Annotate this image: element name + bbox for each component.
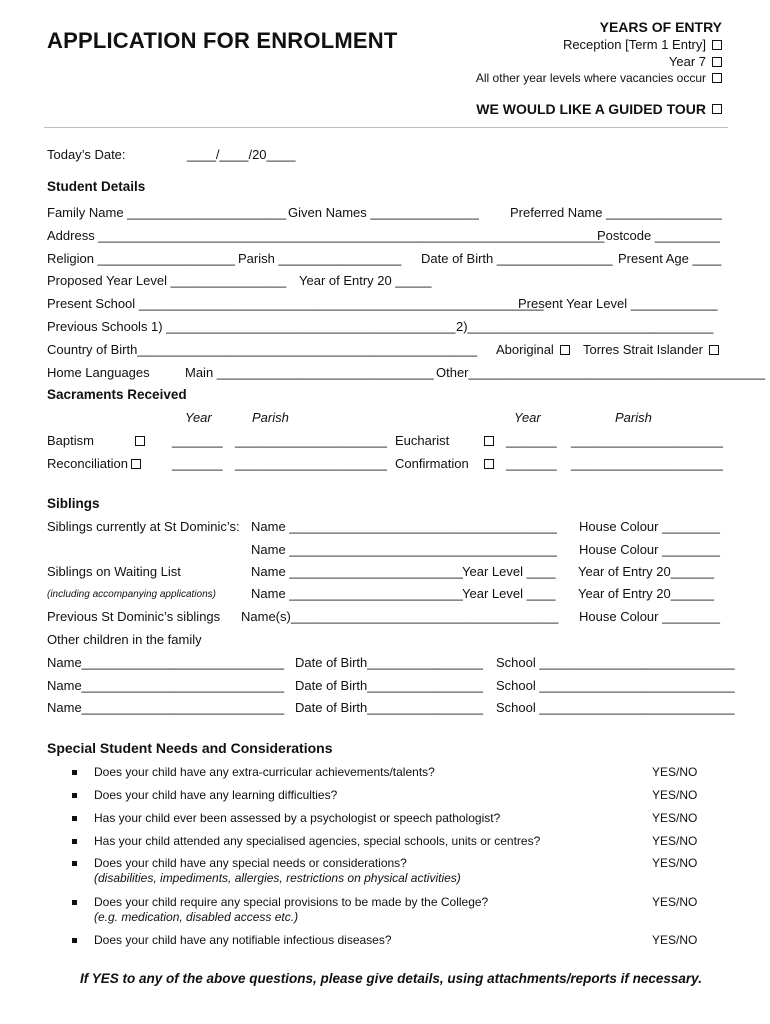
siblings-waiting-label: Siblings on Waiting List — [47, 564, 181, 579]
confirmation-checkbox-wrap[interactable] — [478, 456, 494, 471]
aboriginal-option[interactable] — [496, 342, 570, 357]
reconciliation-year-field[interactable]: _______ — [172, 456, 223, 471]
sibling-waiting-name-1[interactable]: Name ________________________ — [251, 564, 463, 579]
col-parish-left: Parish — [252, 410, 289, 425]
other-language-field[interactable]: Other_________________________________________ — [436, 365, 765, 380]
siblings-heading: Siblings — [47, 496, 100, 511]
yesno-3[interactable]: YES/NO — [652, 811, 698, 825]
sibling-house-colour-1[interactable]: House Colour ________ — [579, 519, 720, 534]
sibling-house-colour-2[interactable]: House Colour ________ — [579, 542, 720, 557]
yesno-2[interactable]: YES/NO — [652, 788, 698, 802]
col-parish-right: Parish — [615, 410, 652, 425]
question-7: Does your child have any notifiable infectious diseases? — [94, 933, 392, 947]
sibling-year-entry-1[interactable]: Year of Entry 20______ — [578, 564, 715, 579]
years-of-entry-heading: YEARS OF ENTRY — [599, 19, 722, 35]
baptism-checkbox[interactable] — [135, 436, 145, 446]
year-of-entry-field[interactable]: Year of Entry 20 _____ — [299, 273, 432, 288]
previous-siblings-house[interactable]: House Colour ________ — [579, 609, 720, 624]
sibling-current-name-2[interactable]: Name _____________________________________ — [251, 542, 557, 557]
eucharist-year-field[interactable]: _______ — [506, 433, 557, 448]
yesno-6[interactable]: YES/NO — [652, 895, 698, 909]
bullet-icon — [72, 770, 77, 775]
sibling-year-level-1[interactable]: Year Level ____ — [462, 564, 556, 579]
child-school-1[interactable]: School ___________________________ — [496, 655, 735, 670]
other-years-option[interactable] — [476, 71, 722, 85]
reception-option[interactable] — [563, 37, 722, 52]
country-of-birth-field[interactable]: Country of Birth_______________________________________________ — [47, 342, 478, 357]
todays-date-label: Today’s Date: — [47, 147, 126, 162]
sibling-current-name-1[interactable]: Name _____________________________________ — [251, 519, 557, 534]
previous-schools-field[interactable]: Previous Schools 1) ________________________________________ — [47, 319, 456, 334]
question-6-note: (e.g. medication, disabled access etc.) — [94, 910, 299, 924]
confirmation-label: Confirmation — [395, 456, 469, 471]
previous-siblings-names[interactable]: Name(s)_____________________________________ — [241, 609, 559, 624]
question-4: Has your child attended any specialised agencies, special schools, units or centres? — [94, 834, 541, 848]
student-details-heading: Student Details — [47, 179, 146, 194]
child-name-3[interactable]: Name____________________________ — [47, 700, 285, 715]
bullet-icon — [72, 861, 77, 866]
present-age-field[interactable]: Present Age ____ — [618, 251, 722, 266]
bullet-icon — [72, 793, 77, 798]
question-5: Does your child have any special needs or considerations? — [94, 856, 407, 870]
address-field[interactable]: Address ______________________________________________________________________ — [47, 228, 605, 243]
aboriginal-checkbox[interactable] — [560, 345, 570, 355]
guided-tour-checkbox[interactable] — [712, 104, 722, 114]
other-years-label: All other year levels where vacancies occur — [475, 71, 706, 85]
special-needs-footer: If YES to any of the above questions, please give details, using attachments/reports if necessary. — [80, 971, 702, 986]
reception-checkbox[interactable] — [712, 40, 722, 50]
child-name-2[interactable]: Name____________________________ — [47, 678, 285, 693]
baptism-year-field[interactable]: _______ — [172, 433, 223, 448]
year7-option[interactable] — [669, 54, 722, 69]
eucharist-parish-field[interactable]: _____________________ — [571, 433, 723, 448]
reconciliation-parish-field[interactable]: _____________________ — [235, 456, 387, 471]
present-year-level-field[interactable]: Present Year Level ____________ — [518, 296, 718, 311]
reception-label: Reception [Term 1 Entry] — [562, 37, 706, 52]
previous-siblings-label: Previous St Dominic’s siblings — [47, 609, 221, 624]
sacraments-heading: Sacraments Received — [47, 387, 187, 402]
yesno-4[interactable]: YES/NO — [652, 834, 698, 848]
col-year-left: Year — [185, 410, 212, 425]
child-dob-1[interactable]: Date of Birth________________ — [295, 655, 483, 670]
present-school-field[interactable]: Present School ________________________________________________________ — [47, 296, 544, 311]
header-divider — [44, 127, 728, 128]
child-name-1[interactable]: Name____________________________ — [47, 655, 285, 670]
given-names-field[interactable]: Given Names _______________ — [288, 205, 479, 220]
yesno-7[interactable]: YES/NO — [652, 933, 698, 947]
child-school-2[interactable]: School ___________________________ — [496, 678, 735, 693]
todays-date-field[interactable]: ____/____/20____ — [187, 147, 296, 162]
baptism-checkbox-wrap[interactable] — [129, 433, 145, 448]
other-children-label: Other children in the family — [47, 632, 202, 647]
sibling-waiting-name-2[interactable]: Name ________________________ — [251, 586, 463, 601]
confirmation-parish-field[interactable]: _____________________ — [571, 456, 723, 471]
reconciliation-option[interactable] — [47, 456, 141, 471]
preferred-name-field[interactable]: Preferred Name ________________ — [510, 205, 722, 220]
sibling-year-level-2[interactable]: Year Level ____ — [462, 586, 556, 601]
reconciliation-checkbox[interactable] — [131, 459, 141, 469]
confirmation-checkbox[interactable] — [484, 459, 494, 469]
child-dob-2[interactable]: Date of Birth________________ — [295, 678, 483, 693]
home-languages-label: Home Languages — [47, 365, 150, 380]
eucharist-checkbox[interactable] — [484, 436, 494, 446]
child-dob-3[interactable]: Date of Birth________________ — [295, 700, 483, 715]
main-language-field[interactable]: Main ______________________________ — [185, 365, 434, 380]
question-1: Does your child have any extra-curricular achievements/talents? — [94, 765, 435, 779]
bullet-icon — [72, 900, 77, 905]
special-needs-heading: Special Student Needs and Considerations — [47, 740, 333, 756]
religion-field[interactable]: Religion ___________________ — [47, 251, 235, 266]
eucharist-label: Eucharist — [395, 433, 450, 448]
siblings-current-label: Siblings currently at St Dominic’s: — [47, 519, 240, 534]
sibling-year-entry-2[interactable]: Year of Entry 20______ — [578, 586, 715, 601]
bullet-icon — [72, 938, 77, 943]
parish-field[interactable]: Parish _________________ — [238, 251, 402, 266]
reconciliation-label: Reconciliation — [47, 456, 128, 471]
date-of-birth-field[interactable]: Date of Birth ________________ — [421, 251, 613, 266]
previous-schools-2-field[interactable]: 2)__________________________________ — [456, 319, 714, 334]
torres-option[interactable] — [583, 342, 719, 357]
question-3: Has your child ever been assessed by a psychologist or speech pathologist? — [94, 811, 501, 825]
family-name-field[interactable]: Family Name ______________________ — [47, 205, 287, 220]
baptism-label: Baptism — [47, 433, 94, 448]
question-6: Does your child require any special provisions to be made by the College? — [94, 895, 489, 909]
bullet-icon — [72, 816, 77, 821]
confirmation-year-field[interactable]: _______ — [506, 456, 557, 471]
col-year-right: Year — [514, 410, 541, 425]
question-2: Does your child have any learning difficulties? — [94, 788, 338, 802]
baptism-parish-field[interactable]: _____________________ — [235, 433, 387, 448]
yesno-5[interactable]: YES/NO — [652, 856, 698, 870]
bullet-icon — [72, 839, 77, 844]
siblings-waiting-note: (including accompanying applications) — [47, 589, 216, 600]
year7-label: Year 7 — [668, 54, 706, 69]
aboriginal-label: Aboriginal — [496, 342, 554, 357]
yesno-1[interactable]: YES/NO — [652, 765, 698, 779]
question-5-note: (disabilities, impediments, allergies, restrictions on physical activities) — [94, 871, 461, 885]
other-years-checkbox[interactable] — [712, 73, 722, 83]
form-title: APPLICATION FOR ENROLMENT — [47, 28, 398, 53]
postcode-field[interactable]: Postcode _________ — [597, 228, 720, 243]
proposed-year-field[interactable]: Proposed Year Level ________________ — [47, 273, 287, 288]
guided-tour-option[interactable] — [476, 101, 722, 117]
eucharist-checkbox-wrap[interactable] — [478, 433, 494, 448]
guided-tour-label: WE WOULD LIKE A GUIDED TOUR — [476, 101, 706, 117]
torres-checkbox[interactable] — [709, 345, 719, 355]
torres-label: Torres Strait Islander — [583, 342, 703, 357]
child-school-3[interactable]: School ___________________________ — [496, 700, 735, 715]
year7-checkbox[interactable] — [712, 57, 722, 67]
